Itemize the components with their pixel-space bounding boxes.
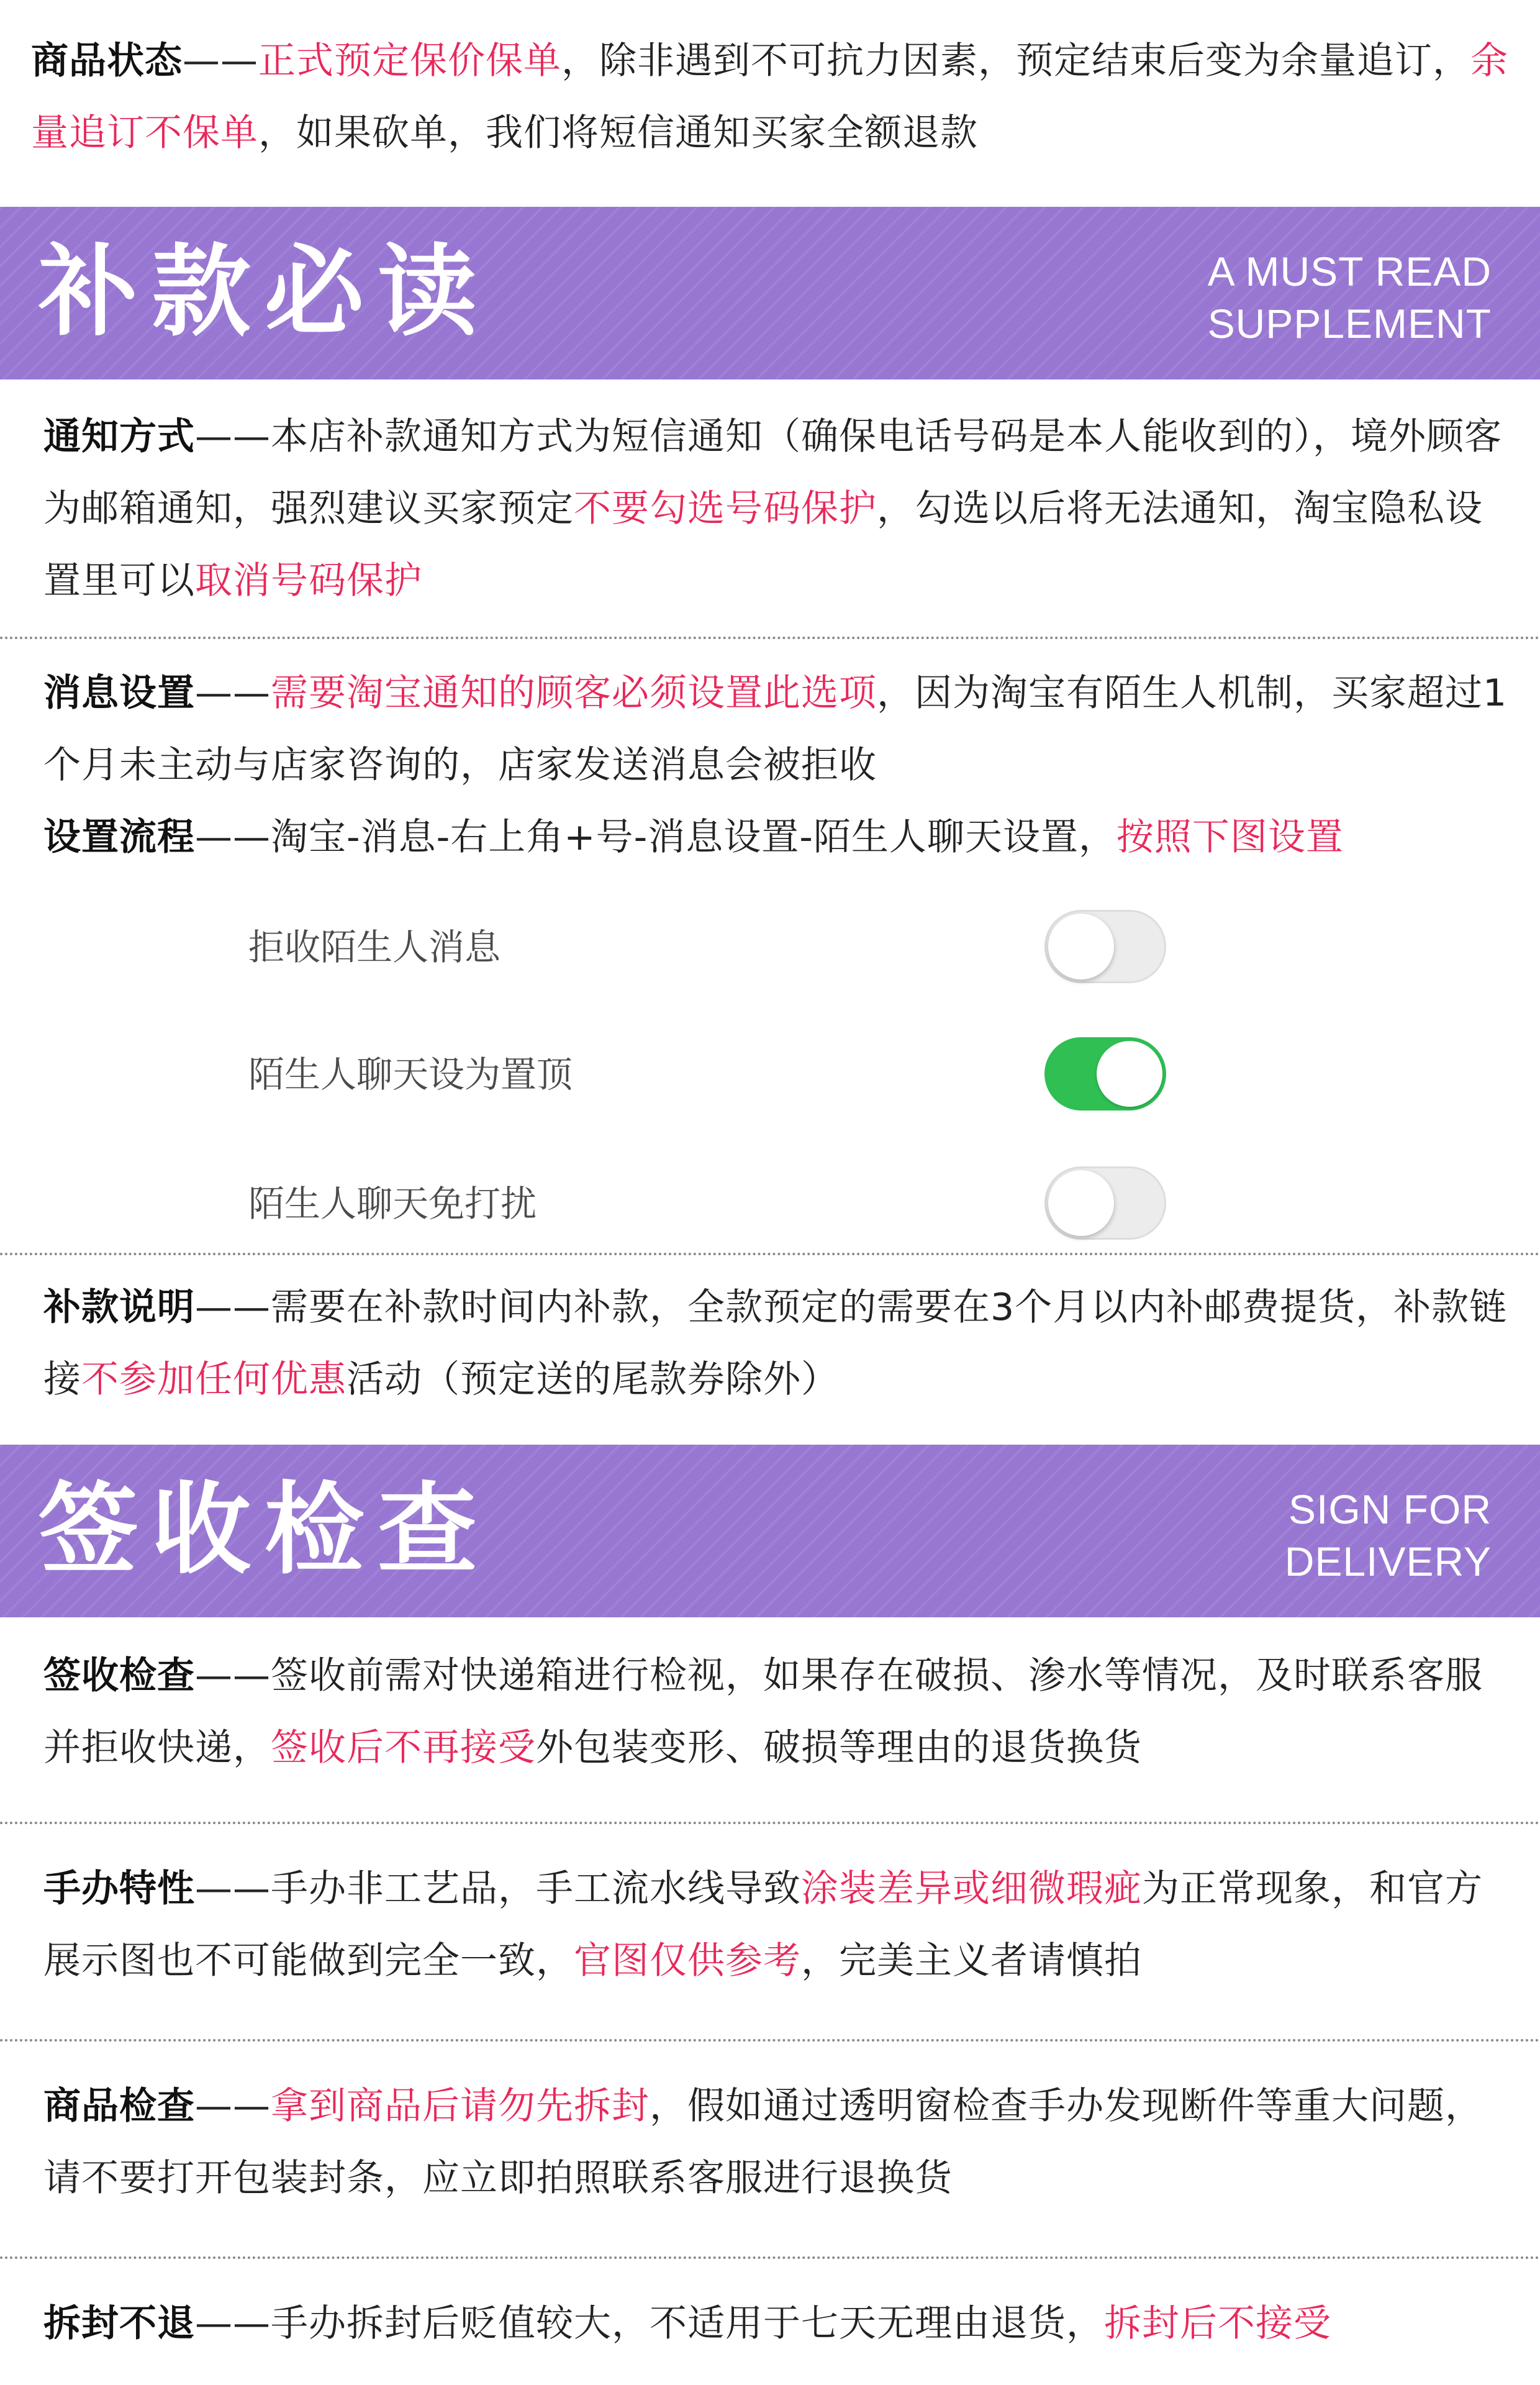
delivery-banner-subtitle-line2: DELIVERY <box>1284 1538 1492 1584</box>
status-text-1: ，除非遇到不可抗力因素，预定结束后变为余量追订， <box>561 39 1470 83</box>
notify-text-1: 本店补款通知方式为短信通知（确保电话号码是本人能收到的），境外顾客为邮箱通知，强烈建议买家预定 <box>43 415 1502 530</box>
payment-dash: —— <box>195 1286 271 1329</box>
message-label: 消息设置 <box>43 671 195 715</box>
supplement-banner-subtitle-line2: SUPPLEMENT <box>1207 301 1492 347</box>
signcheck-label: 签收检查 <box>43 1654 195 1697</box>
supplement-banner <box>0 207 1540 379</box>
flow-highlight: 按照下图设置 <box>1116 815 1344 859</box>
inspect-paragraph <box>43 2070 1509 2214</box>
status-text-2: ，如果砍单，我们将短信通知买家全额退款 <box>258 111 978 155</box>
status-highlight-guarantee: 正式预定保价保单 <box>258 39 561 83</box>
inspect-text: ，假如通过透明窗检查手办发现断件等重大问题，请不要打开包装封条，应立即拍照联系客服进行退换货 <box>43 2084 1483 2200</box>
toggle-knob <box>1097 1041 1162 1107</box>
notify-label: 通知方式 <box>43 415 195 458</box>
payment-text-2: 活动（预定送的尾款券除外） <box>346 1358 839 1401</box>
delivery-banner-subtitle <box>1057 1483 1492 1588</box>
setting-row-reject-strangers <box>0 910 1540 984</box>
figure-text-2: 为正常现象，和官方展示图也不可能做到完全一致， <box>43 1867 1483 1983</box>
notify-text-2: ，勾选以后将无法通知，淘宝隐私设置里可以 <box>43 487 1483 602</box>
signcheck-paragraph <box>43 1640 1509 1784</box>
status-label: 商品状态 <box>31 39 183 83</box>
divider <box>0 2039 1540 2042</box>
setting-label: 陌生人聊天免打扰 <box>248 1183 537 1225</box>
reject-strangers-toggle[interactable] <box>1044 910 1166 983</box>
notify-paragraph <box>43 401 1509 617</box>
setting-label: 拒收陌生人消息 <box>248 926 501 968</box>
payment-text-1: 需要在补款时间内补款，全款预定的需要在3个月以内补邮费提货，补款链接 <box>43 1286 1508 1401</box>
mute-strangers-toggle[interactable] <box>1044 1166 1166 1240</box>
payment-label: 补款说明 <box>43 1286 195 1329</box>
figure-highlight-1: 涂装差异或细微瑕疵 <box>801 1867 1142 1910</box>
notify-highlight-2: 取消号码保护 <box>195 559 422 602</box>
unseal-dash: —— <box>195 2302 271 2345</box>
message-dash: —— <box>195 671 271 715</box>
signcheck-dash: —— <box>195 1654 271 1697</box>
figure-label: 手办特性 <box>43 1867 195 1910</box>
flow-label: 设置流程 <box>43 815 195 859</box>
divider <box>0 2256 1540 2259</box>
unseal-paragraph <box>43 2287 1509 2360</box>
message-text: ，因为淘宝有陌生人机制，买家超过1个月未主动与店家咨询的，店家发送消息会被拒收 <box>43 671 1508 787</box>
inspect-highlight: 拿到商品后请勿先拆封 <box>271 2084 650 2128</box>
supplement-banner-title: 补款必读 <box>38 234 491 350</box>
payment-paragraph <box>43 1271 1509 1415</box>
status-highlight-no-guarantee: 余量追订不保单 <box>31 39 1508 155</box>
notify-highlight-1: 不要勾选号码保护 <box>574 487 877 530</box>
figure-paragraph <box>43 1853 1509 1997</box>
flow-dash: —— <box>195 815 271 859</box>
flow-text: 淘宝-消息-右上角+号-消息设置-陌生人聊天设置， <box>271 815 1116 859</box>
divider <box>0 637 1540 639</box>
status-paragraph <box>31 25 1509 169</box>
supplement-banner-subtitle <box>1057 245 1492 350</box>
pin-strangers-toggle[interactable] <box>1044 1037 1166 1111</box>
message-highlight: 需要淘宝通知的顾客必须设置此选项 <box>271 671 877 715</box>
message-paragraph <box>43 657 1509 801</box>
payment-highlight: 不参加任何优惠 <box>81 1358 346 1401</box>
figure-text-1: 手办非工艺品，手工流水线导致 <box>271 1867 801 1910</box>
figure-text-3: ，完美主义者请慎拍 <box>801 1939 1142 1983</box>
toggle-knob <box>1048 914 1114 979</box>
setting-row-pin-strangers <box>0 1037 1540 1112</box>
setting-label: 陌生人聊天设为置顶 <box>248 1053 573 1096</box>
inspect-dash: —— <box>195 2084 271 2128</box>
delivery-banner-subtitle-line1: SIGN FOR <box>1288 1486 1492 1532</box>
signcheck-highlight: 签收后不再接受 <box>271 1726 536 1769</box>
supplement-banner-subtitle-line1: A MUST READ <box>1207 248 1492 294</box>
delivery-banner <box>0 1445 1540 1617</box>
unseal-highlight: 拆封后不接受 <box>1104 2302 1331 2345</box>
notify-dash: —— <box>195 415 271 458</box>
signcheck-text-1: 签收前需对快递箱进行检视，如果存在破损、渗水等情况，及时联系客服并拒收快递， <box>43 1654 1483 1769</box>
delivery-banner-title: 签收检查 <box>38 1471 491 1588</box>
figure-dash: —— <box>195 1867 271 1910</box>
divider <box>0 1253 1540 1255</box>
unseal-label: 拆封不退 <box>43 2302 195 2345</box>
divider <box>0 1822 1540 1824</box>
figure-highlight-2: 官图仅供参考 <box>574 1939 801 1983</box>
flow-paragraph <box>43 801 1509 873</box>
inspect-label: 商品检查 <box>43 2084 195 2128</box>
unseal-text: 手办拆封后贬值较大，不适用于七天无理由退货， <box>271 2302 1104 2345</box>
status-dash: —— <box>183 39 258 83</box>
signcheck-text-2: 外包装变形、破损等理由的退货换货 <box>536 1726 1142 1769</box>
setting-row-mute-strangers <box>0 1166 1540 1241</box>
toggle-knob <box>1048 1170 1114 1236</box>
